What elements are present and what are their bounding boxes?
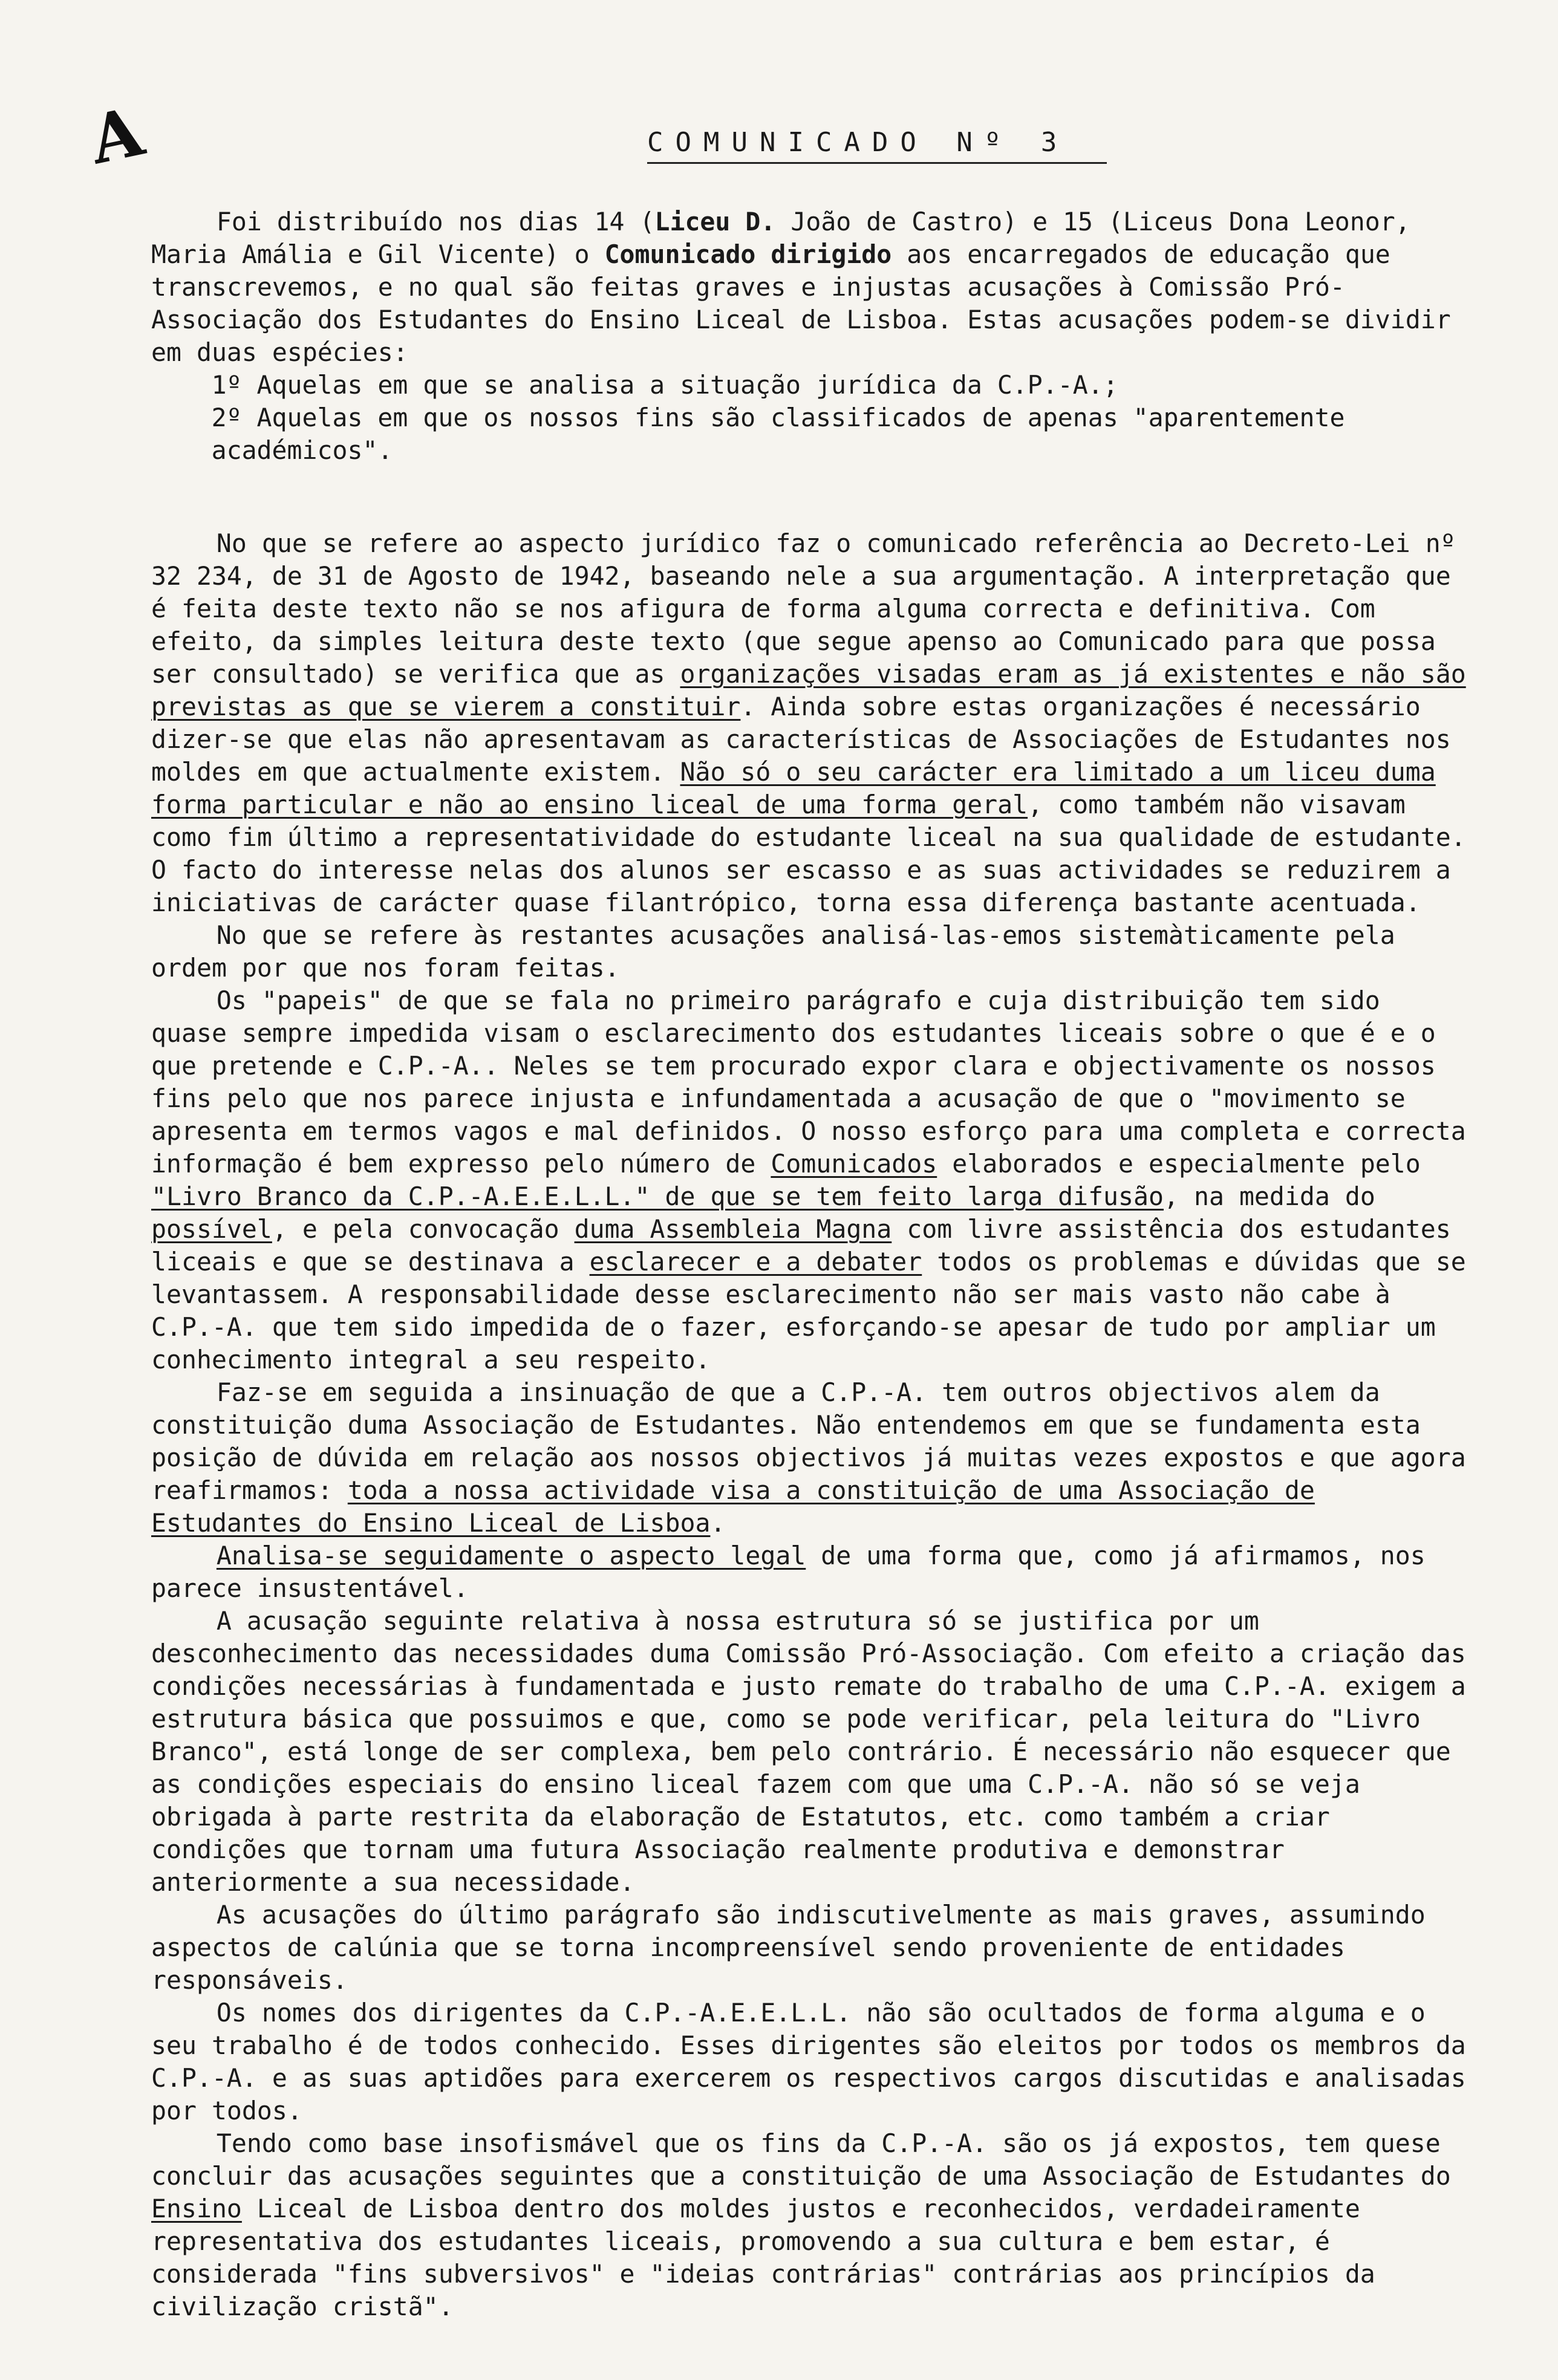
paragraph-5: Faz-se em seguida a insinuação de que a C.P.-A. tem outros objectivos alem da constituição duma Associação de Estudantes. Não entendemos em que se fundamenta esta posição de dúvida em relação aos nossos objectivos já muitas vezes expostos e que agora reafirmamos: toda a nossa actividade visa a constituição de uma Associação de Estudantes do Ensino Liceal de Lisboa. <box>151 1377 1466 1538</box>
document-body <box>151 206 1470 2323</box>
list-item-1: 1º Aquelas em que se analisa a situação jurídica da C.P.-A.; <box>211 370 1118 400</box>
paragraph-3: No que se refere às restantes acusações analisá-las-emos sistemàticamente pela ordem por que nos foram feitas. <box>151 920 1395 983</box>
paragraph-gap <box>151 467 1470 527</box>
document-title: COMUNICADO Nº 3 <box>647 127 1069 158</box>
paragraph-6: Analisa-se seguidamente o aspecto legal de uma forma que, como já afirmamos, nos parece insustentável. <box>151 1541 1426 1603</box>
paragraph-4: Os "papeis" de que se fala no primeiro parágrafo e cuja distribuição tem sido quase sempre impedida visam o esclarecimento dos estudantes liceais sobre o que é e o que pretende e C.P.-A.. Neles se tem procurado expor clara e objectivamente os nossos fins pelo que nos parece injusta e infundamentada a acusação de que o "movimento se apresenta em termos vagos e mal definidos. O nosso esforço para uma completa e correcta informação é bem expresso pelo número de Comunicados elaborados e especialmente pelo "Livro Branco da C.P.-A.E.E.L.L." de que se tem feito larga difusão, na medida do possível, e pela convocação duma Assembleia Magna com livre assistência dos estudantes liceais e que se destinava a esclarecer e a debater todos os problemas e dúvidas que se levantassem. A responsabilidade desse esclarecimento não ser mais vasto não cabe à C.P.-A. que tem sido impedida de o fazer, esforçando-se apesar de tudo por ampliar um conhecimento integral a seu respeito. <box>151 986 1466 1374</box>
title-underline <box>647 162 1107 164</box>
corner-handwritten-mark: A <box>83 92 150 180</box>
paragraph-2: No que se refere ao aspecto jurídico faz o comunicado referência ao Decreto-Lei nº 32 234, de 31 de Agosto de 1942, baseando nele a sua argumentação. A interpretação que é feita deste texto não se nos afigura de forma alguma correcta e definitiva. Com efeito, da simples leitura deste texto (que segue apenso ao Comunicado para que possa ser consultado) se verifica que as organizações visadas eram as já existentes e não são previstas as que se vierem a constituir. Ainda sobre estas organizações é necessário dizer-se que elas não apresentavam as características de Associações de Estudantes nos moldes em que actualmente existem. Não só o seu carácter era limitado a um liceu duma forma particular e não ao ensino liceal de uma forma geral, como também não visavam como fim último a representatividade do estudante liceal na sua qualidade de estudante. O facto do interesse nelas dos alunos ser escasso e as suas actividades se reduzirem a iniciativas de carácter quase filantrópico, torna essa diferença bastante acentuada. <box>151 528 1466 917</box>
paragraph-8: As acusações do último parágrafo são indiscutivelmente as mais graves, assumindo aspectos de calúnia que se torna incompreensível sendo proveniente de entidades responsáveis. <box>151 1900 1426 1995</box>
list-item-2: 2º Aquelas em que os nossos fins são classificados de apenas "aparentemente académicos". <box>211 403 1345 465</box>
paragraph-7: A acusação seguinte relativa à nossa estrutura só se justifica por um desconhecimento das necessidades duma Comissão Pró-Associação. Com efeito a criação das condições necessárias à fundamentada e justo remate do trabalho de uma C.P.-A. exigem a estrutura básica que possuimos e que, como se pode verificar, pela leitura do "Livro Branco", está longe de ser complexa, bem pelo contrário. É necessário não esquecer que as condições especiais do ensino liceal fazem com que uma C.P.-A. não só se veja obrigada à parte restrita da elaboração de Estatutos, etc. como também a criar condições que tornam uma futura Associação realmente produtiva e demonstrar anteriormente a sua necessidade. <box>151 1606 1466 1897</box>
paragraph-9: Os nomes dos dirigentes da C.P.-A.E.E.L.L. não são ocultados de forma alguma e o seu trabalho é de todos conhecido. Esses dirigentes são eleitos por todos os membros da C.P.-A. e as suas aptidões para exercerem os respectivos cargos discutidas e analisadas por todos. <box>151 1998 1466 2125</box>
paragraph-1: Foi distribuído nos dias 14 (Liceu D. João de Castro) e 15 (Liceus Dona Leonor, Maria Amália e Gil Vicente) o Comunicado dirigido aos encarregados de educação que transcrevemos, e no qual são feitas graves e injustas acusações à Comissão Pró-Associação dos Estudantes do Ensino Liceal de Lisboa. Estas acusações podem-se dividir em duas espécies: <box>151 207 1451 367</box>
paragraph-10: Tendo como base insofismável que os fins da C.P.-A. são os já expostos, tem quese concluir das acusações seguintes que a constituição de uma Associação de Estudantes do Ensino Liceal de Lisboa dentro dos moldes justos e reconhecidos, verdadeiramente representativa dos estudantes liceais, promovendo a sua cultura e bem estar, é considerada "fins subversivos" e "ideias contrárias" contrárias aos princípios da civilização cristã". <box>151 2128 1451 2321</box>
